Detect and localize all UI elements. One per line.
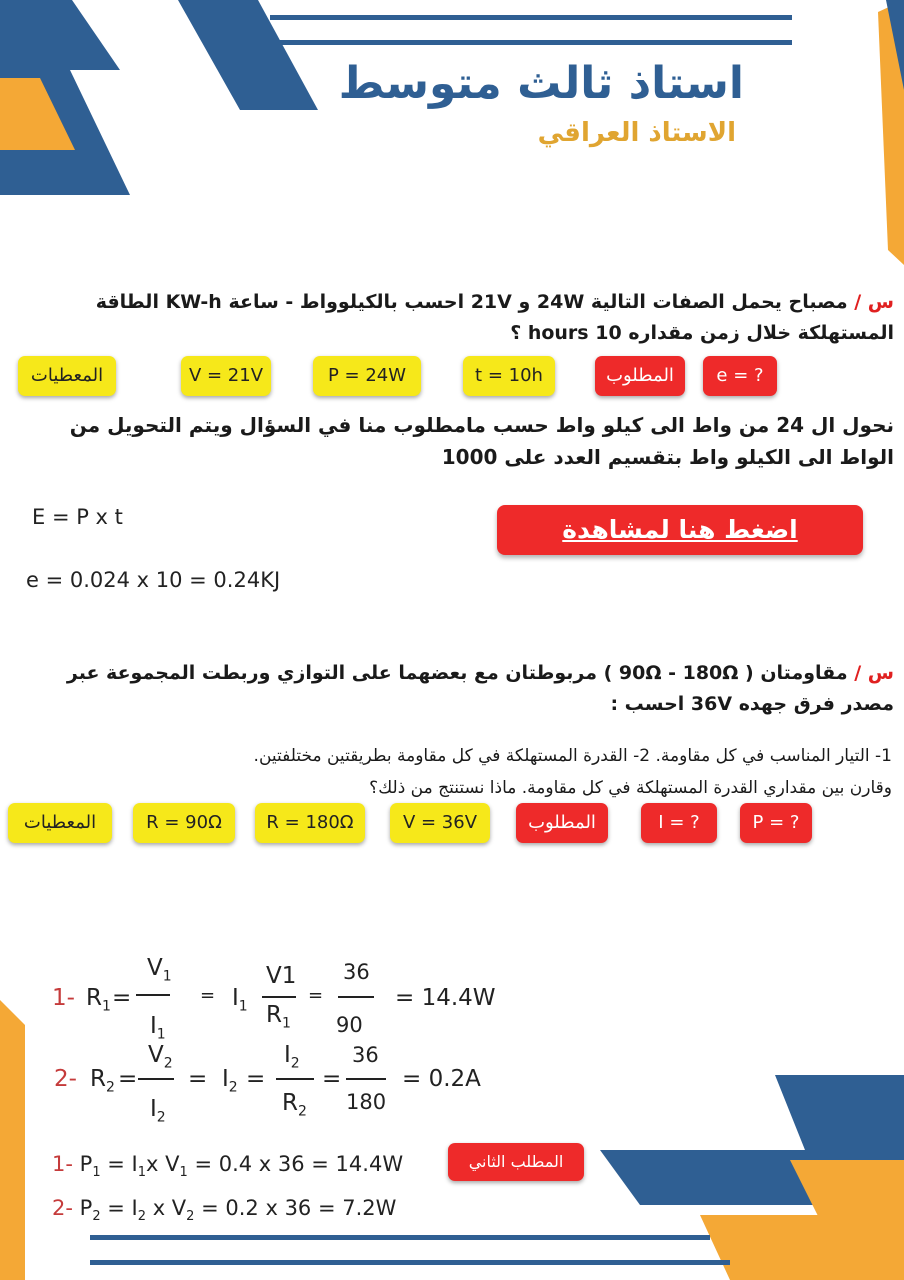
resistance-symbol: $R_1$ bbox=[86, 985, 111, 1015]
resistance-180-pill: R = 180Ω bbox=[255, 803, 365, 843]
question-2-requirements-2: وقارن بين مقداري القدرة المستهلكة في كل مقاومة. ماذا نستنتج من ذلك؟ bbox=[369, 778, 892, 798]
row-2-answer: = 0.2A bbox=[402, 1066, 481, 1092]
page-subtitle: الاستاذ العراقي bbox=[537, 118, 736, 148]
givens-pill-2: المعطيات bbox=[8, 803, 112, 843]
fraction-denominator: $R_1$ bbox=[266, 1002, 291, 1032]
equals-sign: = bbox=[112, 985, 132, 1011]
question-2-symbol: س / bbox=[854, 662, 894, 684]
fraction-bar bbox=[346, 1078, 386, 1080]
step-number-1: 1- bbox=[52, 985, 75, 1011]
resistance-90-pill: R = 90Ω bbox=[133, 803, 235, 843]
current-symbol: $I_2$ bbox=[222, 1066, 238, 1096]
voltage-pill-2: V = 36V bbox=[390, 803, 490, 843]
equals-sign: = bbox=[308, 985, 324, 1006]
question-1-line-2: المستهلكة خلال زمن مقداره 10 hours ؟ bbox=[510, 322, 894, 344]
power-unknown-pill: P = ? bbox=[740, 803, 812, 843]
fraction-bar bbox=[262, 996, 296, 998]
fraction-denominator: 180 bbox=[346, 1090, 387, 1114]
energy-result: e = 0.024 x 10 = 0.24KJ bbox=[26, 568, 281, 592]
step-number-2: 2- bbox=[54, 1066, 77, 1092]
fraction-bar bbox=[338, 996, 374, 998]
fraction-denominator: $I_2$ bbox=[150, 1096, 166, 1126]
fraction-numerator: 36 bbox=[352, 1043, 379, 1067]
fraction-denominator: $R_2$ bbox=[282, 1090, 307, 1120]
page-title: استاذ ثالث متوسط bbox=[338, 58, 744, 109]
fraction-bar bbox=[138, 1078, 174, 1080]
energy-unknown-pill: e = ? bbox=[703, 356, 777, 396]
question-1-line-1 bbox=[96, 286, 894, 318]
second-required-pill: المطلب الثاني bbox=[448, 1143, 584, 1181]
energy-formula: E = P x t bbox=[32, 505, 123, 529]
required-pill-2: المطلوب bbox=[516, 803, 608, 843]
question-2-line-2: مصدر فرق جهده 36V احسب : bbox=[610, 693, 894, 715]
question-2-requirements-1: 1- التيار المناسب في كل مقاومة. 2- القدرة المستهلكة في كل مقاومة بطريقتين مختلفتين. bbox=[253, 746, 892, 766]
conversion-note-1: نحول ال 24 من واط الى كيلو واط حسب مامطلوب منا في السؤال ويتم التحويل من bbox=[69, 413, 894, 437]
fraction-bar bbox=[136, 994, 170, 996]
equals-sign: = bbox=[200, 985, 216, 1006]
voltage-pill: V = 21V bbox=[181, 356, 271, 396]
power-pill: P = 24W bbox=[313, 356, 421, 396]
question-2-text-1: مقاومتان ( 90Ω - 180Ω ) مربوطتان مع بعضهما على التوازي وربطت المجموعة عبر bbox=[66, 662, 848, 684]
row-1-answer: = 14.4W bbox=[395, 985, 496, 1011]
watch-explanations-button[interactable]: اضغط هنا لمشاهدة الشروحات bbox=[497, 505, 863, 555]
equals-sign: = bbox=[188, 1066, 208, 1092]
equals-sign: = bbox=[322, 1066, 342, 1092]
time-pill: t = 10h bbox=[463, 356, 555, 396]
fraction-numerator: 36 bbox=[343, 960, 370, 984]
givens-pill: المعطيات bbox=[18, 356, 116, 396]
fraction-denominator: $I_1$ bbox=[150, 1013, 166, 1043]
power-line-1: 1- $P_1 = I_1x$ $V_1 = 0.4$ x 36 = 14.4W bbox=[52, 1152, 404, 1181]
current-unknown-pill: I = ? bbox=[641, 803, 717, 843]
fraction-bar bbox=[276, 1078, 314, 1080]
question-1-symbol: س / bbox=[854, 291, 894, 313]
current-symbol: $I_1$ bbox=[232, 985, 248, 1015]
fraction-numerator: $V_2$ bbox=[148, 1042, 173, 1072]
equals-sign: = bbox=[246, 1066, 266, 1092]
fraction-denominator: 90 bbox=[336, 1013, 363, 1037]
fraction-numerator: $V_1$ bbox=[147, 955, 172, 985]
fraction-numerator: V1 bbox=[266, 963, 297, 989]
fraction-numerator: $I_2$ bbox=[284, 1042, 300, 1072]
resistance-symbol: $R_2$ bbox=[90, 1066, 115, 1096]
conversion-note-2: الواط الى الكيلو واط بتقسيم العدد على 1000 bbox=[441, 445, 894, 469]
question-2-line-1 bbox=[67, 657, 894, 689]
equals-sign: = bbox=[118, 1066, 138, 1092]
required-pill: المطلوب bbox=[595, 356, 685, 396]
power-line-2: 2- $P_2 = I_2$ x $V_2 = 0.2$ x 36 = 7.2W bbox=[52, 1196, 397, 1225]
question-1-text-1: مصباح يحمل الصفات التالية 24W و 21V احسب بالكيلوواط - ساعة KW-h الطاقة bbox=[95, 291, 848, 313]
